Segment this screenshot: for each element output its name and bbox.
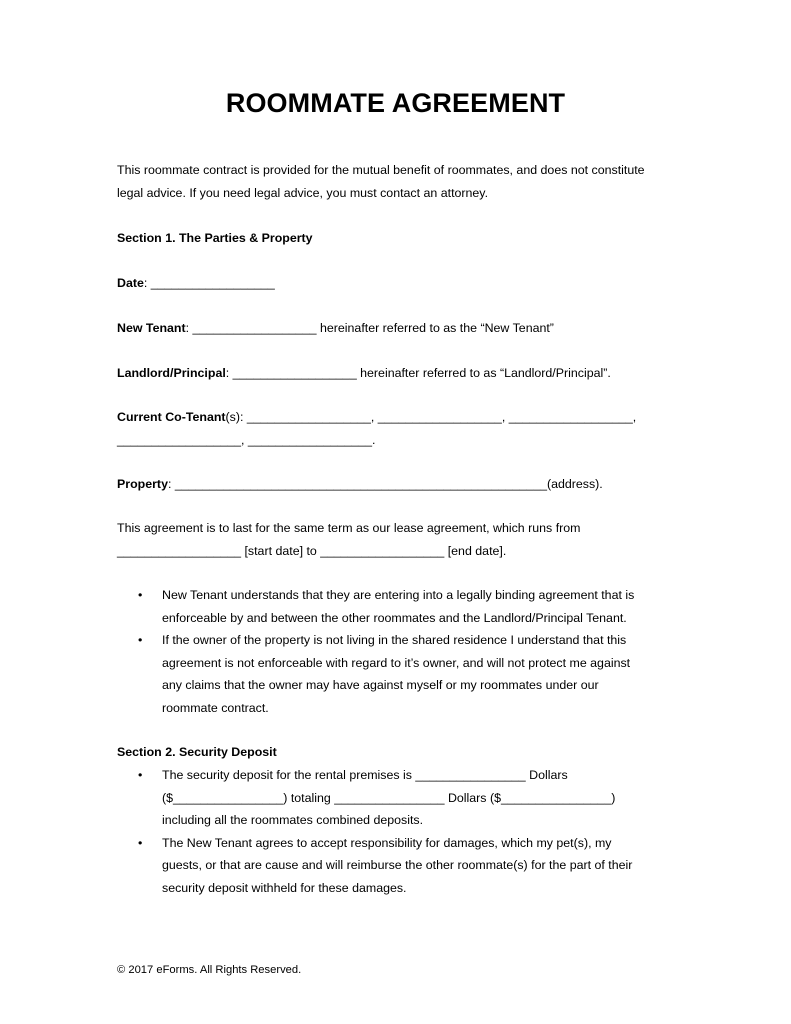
- term-line: This agreement is to last for the same term as our lease agreement, which runs from: [117, 521, 581, 535]
- co-tenant-blanks: (s): __________________, __________________, __________________,: [225, 410, 637, 424]
- section-2-bullets: [138, 764, 698, 899]
- copyright-footer: © 2017 eForms. All Rights Reserved.: [117, 964, 302, 976]
- bullet-icon: •: [138, 633, 143, 647]
- list-item: • If the owner of the property is not living in the shared residence I understand that this agreement is not enforceable with regard to it’s owner, and will not protect me against any claims that the owner may have against myself or my roommates under our roommate contract.: [138, 629, 698, 719]
- section-2-heading: Section 2. Security Deposit: [117, 745, 277, 759]
- co-tenant-field[interactable]: [117, 406, 697, 451]
- landlord-text: : __________________ hereinafter referred to as “Landlord/Principal”.: [225, 366, 611, 380]
- page-title: ROOMMATE AGREEMENT: [225, 88, 566, 118]
- landlord-field[interactable]: [117, 362, 697, 385]
- landlord-label: Landlord/Principal: [117, 366, 226, 380]
- intro-line: legal advice. If you need legal advice, you must contact an attorney.: [117, 185, 489, 200]
- property-field[interactable]: [117, 473, 697, 496]
- term-paragraph[interactable]: [117, 517, 697, 562]
- list-item[interactable]: • The security deposit for the rental premises is ________________ Dollars ($________________) totaling ________________ Dollars ($________________) including all the roommates combined deposits.: [138, 764, 698, 832]
- new-tenant-text: : __________________ hereinafter referred to as the “New Tenant”: [185, 321, 554, 335]
- co-tenant-blanks-line-2: __________________, __________________.: [117, 432, 376, 447]
- term-dates-line: __________________ [start date] to __________________ [end date].: [117, 543, 507, 558]
- property-address-blank: : ______________________________________________________(address).: [167, 477, 603, 491]
- section-1-bullets: [138, 584, 698, 719]
- date-field[interactable]: [117, 272, 697, 295]
- list-item: • The New Tenant agrees to accept responsibility for damages, which my pet(s), my guests, or that are cause and will reimburse the other roommate(s) for the part of their security deposit withheld for these damages.: [138, 832, 698, 900]
- new-tenant-label: New Tenant: [117, 321, 186, 335]
- bullet-icon: •: [138, 835, 143, 850]
- new-tenant-field[interactable]: [117, 317, 697, 340]
- intro-paragraph: [117, 159, 697, 204]
- bullet-icon: •: [138, 588, 143, 602]
- co-tenant-label: Current Co-Tenant: [117, 410, 226, 424]
- property-label: Property: [117, 477, 168, 491]
- date-label: Date: [117, 276, 144, 290]
- intro-line: This roommate contract is provided for the mutual benefit of roommates, and does not constitute: [117, 163, 645, 177]
- section-1-heading: Section 1. The Parties & Property: [117, 231, 313, 245]
- list-item: • New Tenant understands that they are entering into a legally binding agreement that is enforceable by and between the other roommates and the Landlord/Principal Tenant.: [138, 584, 698, 629]
- bullet-icon: •: [138, 768, 143, 782]
- date-blank: : __________________: [143, 276, 275, 290]
